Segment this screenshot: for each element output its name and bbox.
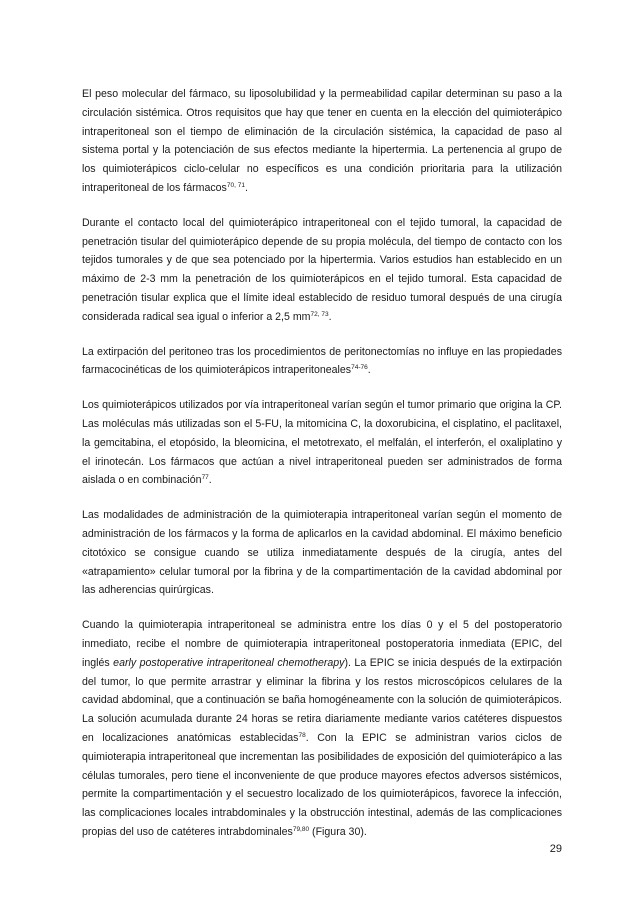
paragraph-text: Durante el contacto local del quimioterápico intraperitoneal con el tejido tumoral, la capacidad de penetración tisular del quimioterápico depende de su propia molécula, del tiempo de contacto con los tejidos tumorales y de que sea potenciado por la hipertermia. Varios estudios han establecido en un máximo de 2-3 mm la penetración de los quimioterápicos en el tejido tumoral. Esta capacidad de penetración tisular explica que el límite ideal establecido de residuo tumoral después de una cirugía considerada radical sea igual o inferior a 2,5 mm (82, 216, 562, 323)
citation-superscript: 77 (201, 474, 209, 482)
paragraph-text: El peso molecular del fármaco, su liposolubilidad y la permeabilidad capilar determinan su paso a la circulación sistémica. Otros requisitos que hay que tener en cuenta en la elección del quimioterápico intraperitoneal son el tiempo de eliminación de la circulación sistémica, la capacidad de paso al sistema portal y la potenciación de sus efectos mediante la hipertermia. La pertenencia al grupo de los quimioterápicos ciclo-celular no específicos es una condición prioritaria para la utilización intraperitoneal de los fármacos (82, 88, 562, 194)
citation-superscript: 79,80 (292, 825, 310, 833)
paragraph-1 (82, 85, 562, 198)
paragraph-text: (Figura 30). (309, 825, 367, 838)
paragraph-text: La extirpación del peritoneo tras los procedimientos de peritonectomías no influye en las propiedades farmacocinéticas de los quimioterápicos intraperitoneales (82, 345, 562, 377)
citation-superscript: 78 (298, 731, 306, 739)
paragraph-2 (82, 214, 562, 327)
paragraph-text: . Con la EPIC se administran varios ciclos de quimioterapia intraperitoneal que incrementan las posibilidades de exposición del quimioterápico a las células tumorales, pero tiene el inconveniente de que produce mayores efectos adversos sistémicos, permite la compartimentación y el secuestro localizado de los quimioterápicos, favorece la infección, las complicaciones locales intrabdominales y la obstrucción intestinal, además de las complicaciones propias del uso de catéteres intrabdominales (82, 731, 563, 838)
citation-superscript: 70, 71 (226, 181, 245, 189)
citation-superscript: 72, 73 (310, 310, 329, 318)
paragraph-6 (82, 616, 562, 842)
body-text (82, 85, 562, 858)
italic-term: early postoperative intraperitoneal chemotherapy (113, 656, 345, 669)
paragraph-text: . (244, 181, 248, 194)
paragraph-text: ). La EPIC se inicia después de la extirpación del tumor, lo que permite arrastrar y eliminar la fibrina y los restos microscópicos celulares de la cavidad abdominal, que a continuación se baña homogéneamente con la solución de quimioterápicos. La solución acumulada durante 24 horas se retira diariamente mediante varios catéteres dispuestos en localizaciones anatómicas establecidas (82, 656, 562, 744)
paragraph-text: . (328, 310, 332, 323)
paragraph-text: Las modalidades de administración de la quimioterapia intraperitoneal varían según el momento de administración de los fármacos y la forma de aplicarlos en la cavidad abdominal. El máximo beneficio citotóxico se consigue cuando se utiliza inmediatamente después de la cirugía, antes del «atrapamiento» celular tumoral por la fibrina y de la compartimentación de la cavidad abdominal por las adherencias quirúrgicas. (82, 509, 562, 597)
paragraph-text: Cuando la quimioterapia intraperitoneal se administra entre los días 0 y el 5 del postoperatorio inmediato, recibe el nombre de quimioterapia intraperitoneal postoperatoria inmediata (EPIC, del inglés (82, 619, 562, 669)
paragraph-text: Los quimioterápicos utilizados por vía intraperitoneal varían según el tumor primario que origina la CP. Las moléculas más utilizadas son el 5-FU, la mitomicina C, la doxorubicina, el cisplatino, el paclitaxel, la gemcitabina, el etopósido, la bleomicina, el metotrexato, el melfalán, el interferón, el oxaliplatino y el irinotecán. Los fármacos que actúan a nivel intraperitoneal pueden ser administrados de forma aislada o en combinación (82, 399, 562, 487)
paragraph-text: . (367, 364, 371, 377)
citation-superscript: 74-76 (351, 364, 368, 372)
paragraph-5 (82, 506, 562, 600)
paragraph-3 (82, 343, 562, 381)
paragraph-4 (82, 396, 562, 490)
paragraph-text: . (208, 474, 212, 487)
page-number: 29 (549, 843, 562, 855)
